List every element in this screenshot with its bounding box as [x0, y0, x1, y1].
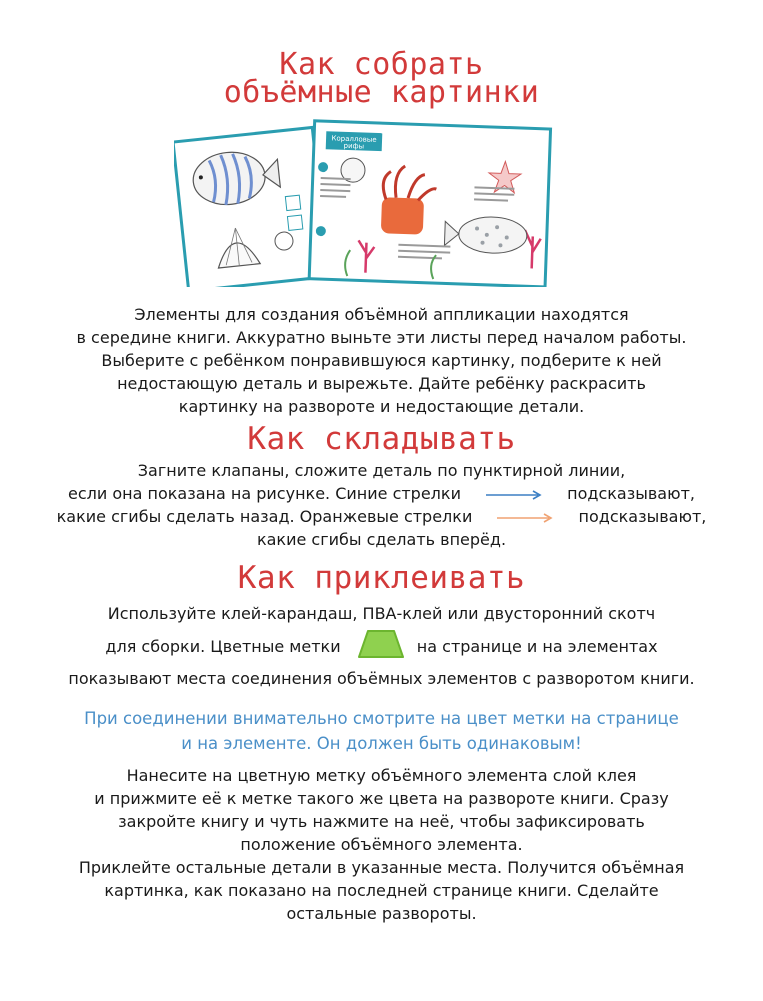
instruction-line: остальные развороты.: [286, 904, 477, 923]
glue-paragraph: [0, 600, 763, 693]
intro-line: Выберите с ребёнком понравившуюся картинку, подберите к ней: [101, 351, 662, 370]
page-title-line1: Как собрать: [279, 47, 484, 82]
fold-line-3a: какие сгибы сделать назад. Оранжевые стрелки: [56, 507, 473, 526]
fold-heading: Как складывать: [247, 421, 516, 457]
page-title-line2: объёмные картинки: [223, 75, 540, 110]
instruction-line: и прижмите её к метке такого же цвета на развороте книги. Сразу: [94, 789, 669, 808]
glue-line-2a: для сборки. Цветные метки: [105, 637, 341, 656]
fold-line-2: [0, 482, 763, 505]
instruction-line: закройте книгу и чуть нажмите на неё, чтобы зафиксировать: [118, 812, 645, 831]
fold-line-4: какие сгибы сделать вперёд.: [256, 530, 507, 549]
glue-line-3: показывают места соединения объёмных элементов с разворотом книги.: [68, 669, 695, 688]
note-line: При соединении внимательно смотрите на цвет метки на странице: [84, 709, 679, 728]
intro-paragraph: [0, 303, 763, 418]
note-line: и на элементе. Он должен быть одинаковым!: [181, 734, 582, 753]
glue-heading: Как приклеивать: [237, 560, 526, 596]
fold-line-2b: подсказывают,: [567, 484, 695, 503]
intro-line: в середине книги. Аккуратно выньте эти листы перед началом работы.: [76, 328, 687, 347]
intro-line: картинку на развороте и недостающие детали.: [178, 397, 585, 416]
fold-paragraph: [0, 459, 763, 551]
glue-line-2: [0, 628, 763, 665]
blue-arrow-icon: [484, 489, 544, 501]
intro-line: недостающую деталь и вырежьте. Дайте ребёнку раскрасить: [117, 374, 646, 393]
orange-arrow-icon: [495, 512, 555, 524]
glue-line-2b: на странице и на элементах: [416, 637, 658, 656]
section-label-2: рифы: [343, 141, 365, 151]
glue-line-1: Используйте клей-карандаш, ПВА-клей или двусторонний скотч: [107, 604, 656, 623]
instructions-paragraph: [0, 764, 763, 925]
right-page: [309, 121, 550, 287]
instruction-line: Приклейте остальные детали в указанные места. Получится объёмная: [78, 858, 685, 877]
fold-line-2a: если она показана на рисунке. Синие стрелки: [68, 484, 461, 503]
fold-line-1: Загните клапаны, сложите деталь по пунктирной линии,: [137, 461, 626, 480]
instruction-line: Нанесите на цветную метку объёмного элемента слой клея: [126, 766, 637, 785]
color-mark-icon: [356, 628, 406, 660]
left-page: [174, 127, 328, 287]
fold-line-3: [0, 505, 763, 528]
instruction-line: картинка, как показано на последней странице книги. Сделайте: [104, 881, 659, 900]
fold-line-3b: подсказывают,: [578, 507, 707, 526]
book-spread-illustration: [174, 115, 556, 287]
section-label-1: Коралловые: [331, 134, 377, 144]
instruction-line: положение объёмного элемента.: [240, 835, 523, 854]
attention-note: [0, 706, 763, 756]
intro-line: Элементы для создания объёмной аппликации находятся: [134, 305, 629, 324]
